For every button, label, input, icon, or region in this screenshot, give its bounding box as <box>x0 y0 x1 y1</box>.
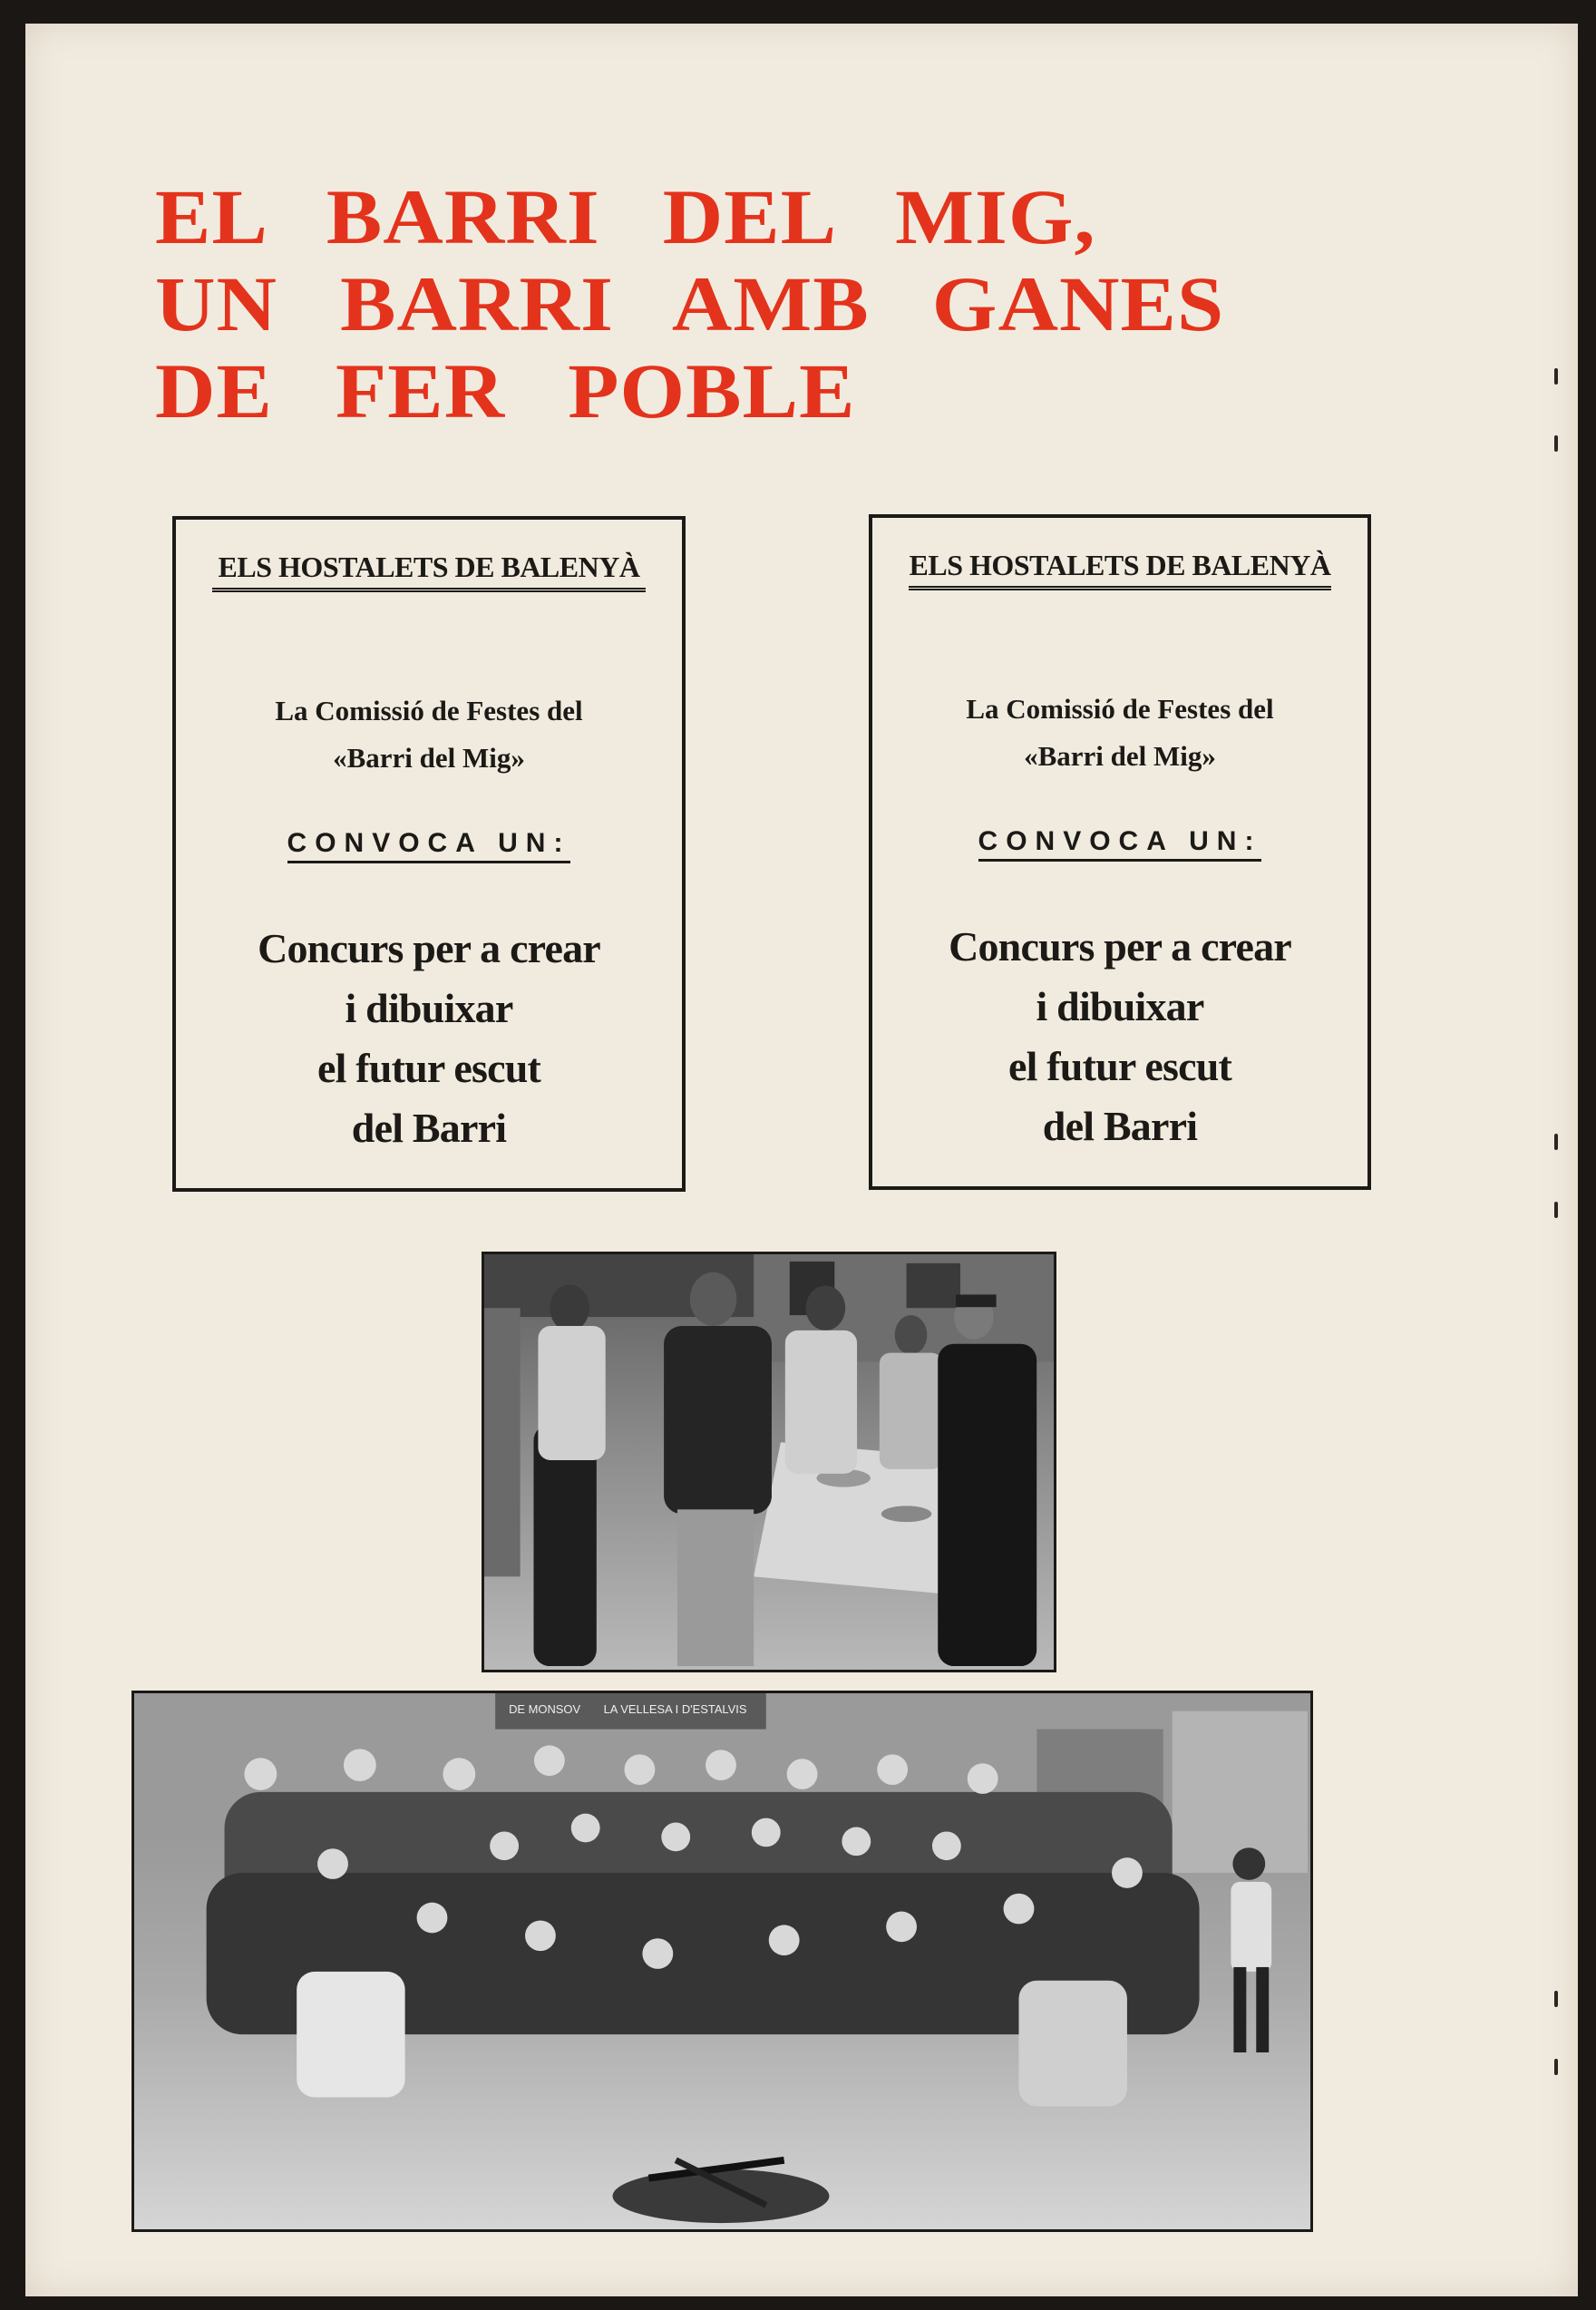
notice-convoca <box>872 826 1367 857</box>
notice-contest <box>872 917 1367 1156</box>
notice-contest-line-4: del Barri <box>351 1105 507 1151</box>
headline-line-1: EL BARRI DEL MIG, <box>155 173 1096 260</box>
photo-group-bonfire <box>131 1691 1313 2232</box>
notice-contest-line-2: i dibuixar <box>1036 983 1204 1029</box>
binding-mark <box>1554 2059 1558 2075</box>
headline-line-3: DE FER POBLE <box>155 347 856 434</box>
notice-place: ELS HOSTALETS DE BALENYÀ <box>212 551 646 592</box>
headline-line-2: UN BARRI AMB GANES <box>155 260 1225 347</box>
notice-intro-line-1: La Comissió de Festes del <box>275 695 583 726</box>
notice-contest-line-4: del Barri <box>1042 1103 1198 1149</box>
binding-mark <box>1554 1202 1558 1218</box>
notice-contest-line-1: Concurs per a crear <box>949 923 1291 970</box>
notice-convoca-label: CONVOCA UN: <box>287 828 571 863</box>
shop-sign-left: DE MONSOV <box>509 1701 581 1716</box>
magazine-page <box>25 24 1578 2296</box>
notice-intro-line-1: La Comissió de Festes del <box>966 693 1274 725</box>
contest-notice-left <box>172 516 686 1192</box>
notice-place: ELS HOSTALETS DE BALENYÀ <box>909 549 1331 590</box>
notice-convoca <box>176 828 682 859</box>
notice-contest-line-3: el futur escut <box>316 1045 541 1091</box>
notice-intro <box>176 687 682 782</box>
photo-street-meal <box>482 1252 1056 1672</box>
shop-sign-right: LA VELLESA I D'ESTALVIS <box>603 1701 747 1716</box>
headline <box>155 173 1474 434</box>
notice-intro-line-2: «Barri del Mig» <box>1024 740 1216 772</box>
binding-mark <box>1554 368 1558 385</box>
binding-mark <box>1554 1134 1558 1150</box>
photo-group-bonfire-image <box>134 1693 1310 2229</box>
notice-contest-line-1: Concurs per a crear <box>258 925 600 971</box>
notice-convoca-label: CONVOCA UN: <box>978 826 1262 862</box>
contest-notice-right <box>869 514 1371 1190</box>
binding-mark <box>1554 435 1558 452</box>
notice-intro <box>872 686 1367 780</box>
photo-street-meal-image <box>484 1254 1054 1670</box>
notice-contest-line-3: el futur escut <box>1007 1043 1232 1089</box>
binding-mark <box>1554 1991 1558 2007</box>
notice-intro-line-2: «Barri del Mig» <box>333 742 525 774</box>
notice-contest-line-2: i dibuixar <box>345 985 513 1031</box>
notice-contest <box>176 919 682 1158</box>
